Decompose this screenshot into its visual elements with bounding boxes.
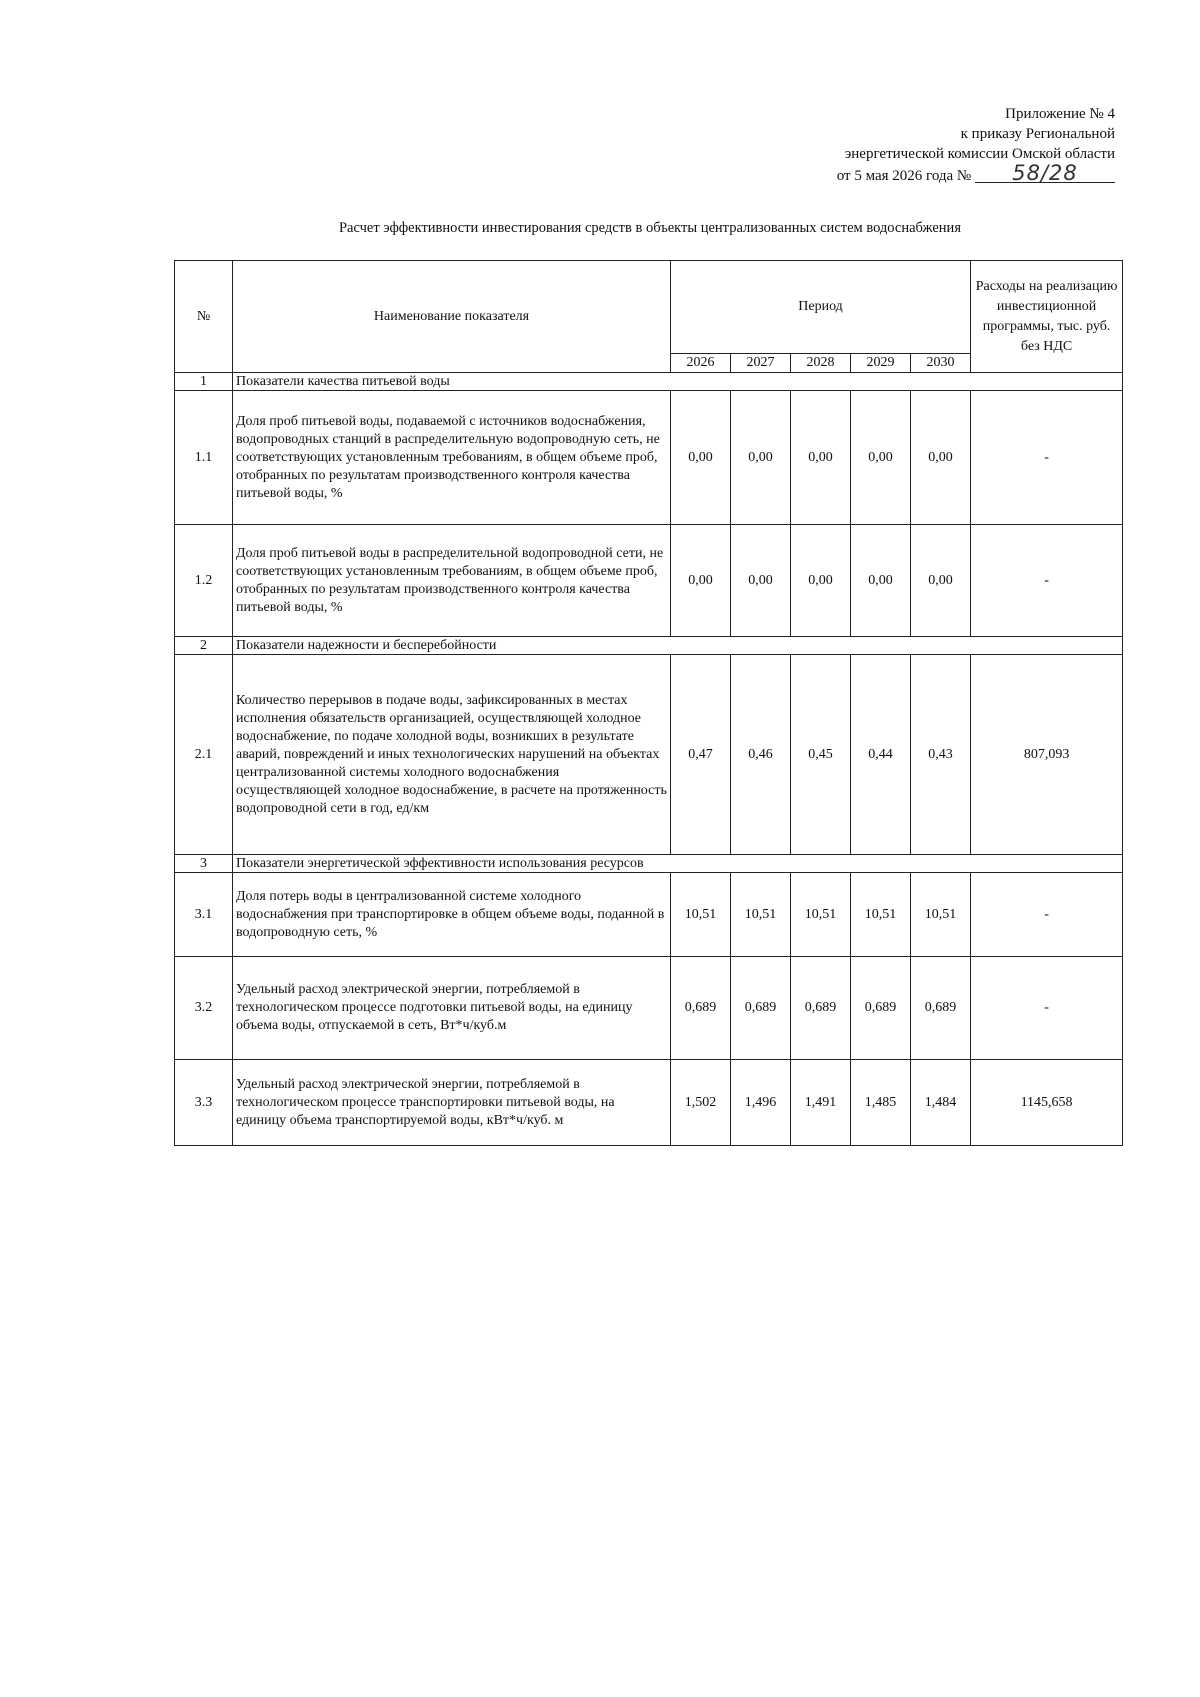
value-2028: 1,491 — [791, 1060, 851, 1146]
indicator-name: Удельный расход электрической энергии, потребляемой в технологическом процессе транспортировки питьевой воды, на единицу объема транспортируемой воды, кВт*ч/куб. м — [233, 1060, 671, 1146]
expense-value: - — [971, 873, 1123, 957]
value-2029: 0,44 — [851, 655, 911, 855]
efficiency-table — [174, 260, 1123, 1146]
table-row — [175, 1060, 1123, 1146]
section-number: 1 — [175, 373, 233, 391]
value-2027: 0,689 — [731, 957, 791, 1060]
section-title: Показатели энергетической эффективности использования ресурсов — [233, 855, 1123, 873]
value-2027: 10,51 — [731, 873, 791, 957]
order-prefix: от 5 мая 2026 года № — [836, 168, 972, 184]
section-title: Показатели качества питьевой воды — [233, 373, 1123, 391]
table-row — [175, 391, 1123, 525]
value-2030: 0,00 — [911, 391, 971, 525]
value-2029: 0,689 — [851, 957, 911, 1060]
expense-value: - — [971, 957, 1123, 1060]
value-2029: 1,485 — [851, 1060, 911, 1146]
value-2030: 0,43 — [911, 655, 971, 855]
section-number: 3 — [175, 855, 233, 873]
appendix-header — [695, 104, 1115, 186]
value-2027: 1,496 — [731, 1060, 791, 1146]
year-2029: 2029 — [851, 354, 911, 373]
value-2027: 0,46 — [731, 655, 791, 855]
row-number: 1.1 — [175, 391, 233, 525]
col-header-name: Наименование показателя — [233, 261, 671, 373]
appendix-line: Приложение № 4 — [1005, 106, 1115, 122]
value-2026: 1,502 — [671, 1060, 731, 1146]
value-2030: 10,51 — [911, 873, 971, 957]
value-2029: 0,00 — [851, 525, 911, 637]
indicator-name: Доля проб питьевой воды в распределительной водопроводной сети, не соответствующих установленным требованиям, в общем объеме проб, отобранных по результатам производственного контроля качества питьевой воды, % — [233, 525, 671, 637]
table-row — [175, 873, 1123, 957]
order-number-handwritten: 58/28 — [975, 164, 1115, 183]
value-2030: 0,689 — [911, 957, 971, 1060]
table-row — [175, 957, 1123, 1060]
row-number: 3.3 — [175, 1060, 233, 1146]
section-row — [175, 637, 1123, 655]
value-2028: 0,00 — [791, 525, 851, 637]
year-2027: 2027 — [731, 354, 791, 373]
col-header-expense: Расходы на реализацию инвестиционной программы, тыс. руб. без НДС — [971, 261, 1123, 373]
expense-value: - — [971, 525, 1123, 637]
order-ref-line: к приказу Региональной — [960, 126, 1115, 142]
row-number: 2.1 — [175, 655, 233, 855]
table-row — [175, 525, 1123, 637]
expense-value: 807,093 — [971, 655, 1123, 855]
year-2030: 2030 — [911, 354, 971, 373]
expense-value: - — [971, 391, 1123, 525]
value-2029: 10,51 — [851, 873, 911, 957]
indicator-name: Удельный расход электрической энергии, потребляемой в технологическом процессе подготовки питьевой воды, на единицу объема воды, отпускаемой в сеть, Вт*ч/куб.м — [233, 957, 671, 1060]
value-2028: 0,689 — [791, 957, 851, 1060]
indicator-name: Доля потерь воды в централизованной системе холодного водоснабжения при транспортировке в общем объеме воды, поданной в водопроводную сеть, % — [233, 873, 671, 957]
value-2026: 0,47 — [671, 655, 731, 855]
value-2028: 10,51 — [791, 873, 851, 957]
value-2027: 0,00 — [731, 525, 791, 637]
value-2028: 0,00 — [791, 391, 851, 525]
value-2030: 0,00 — [911, 525, 971, 637]
table-row — [175, 655, 1123, 855]
section-row — [175, 855, 1123, 873]
year-2026: 2026 — [671, 354, 731, 373]
indicator-name: Доля проб питьевой воды, подаваемой с источников водоснабжения, водопроводных станций в распределительную водопроводную сеть, не соответствующих установленным требованиям, в общем объеме проб, отобранных по результатам производственного контроля качества питьевой воды, % — [233, 391, 671, 525]
value-2026: 0,00 — [671, 391, 731, 525]
section-row — [175, 373, 1123, 391]
value-2028: 0,45 — [791, 655, 851, 855]
document-title: Расчет эффективности инвестирования средств в объекты централизованных систем водоснабжения — [338, 220, 961, 236]
col-header-period: Период — [671, 261, 971, 354]
expense-value: 1145,658 — [971, 1060, 1123, 1146]
value-2027: 0,00 — [731, 391, 791, 525]
row-number: 3.1 — [175, 873, 233, 957]
commission-line: энергетической комиссии Омской области — [844, 146, 1115, 162]
value-2026: 10,51 — [671, 873, 731, 957]
col-header-number: № — [175, 261, 233, 373]
order-date-line — [695, 161, 1115, 186]
indicator-name: Количество перерывов в подаче воды, зафиксированных в местах исполнения обязательств организацией, осуществляющей холодное водоснабжение, по подаче холодной воды, возникших в результате аварий, повреждений и иных технологических нарушений на объектах централизованной системы холодного водоснабжения осуществляющей холодное водоснабжение, в расчете на протяженность водопроводной сети в год, ед/км — [233, 655, 671, 855]
row-number: 1.2 — [175, 525, 233, 637]
value-2029: 0,00 — [851, 391, 911, 525]
year-2028: 2028 — [791, 354, 851, 373]
value-2026: 0,00 — [671, 525, 731, 637]
row-number: 3.2 — [175, 957, 233, 1060]
section-title: Показатели надежности и бесперебойности — [233, 637, 1123, 655]
value-2026: 0,689 — [671, 957, 731, 1060]
value-2030: 1,484 — [911, 1060, 971, 1146]
section-number: 2 — [175, 637, 233, 655]
